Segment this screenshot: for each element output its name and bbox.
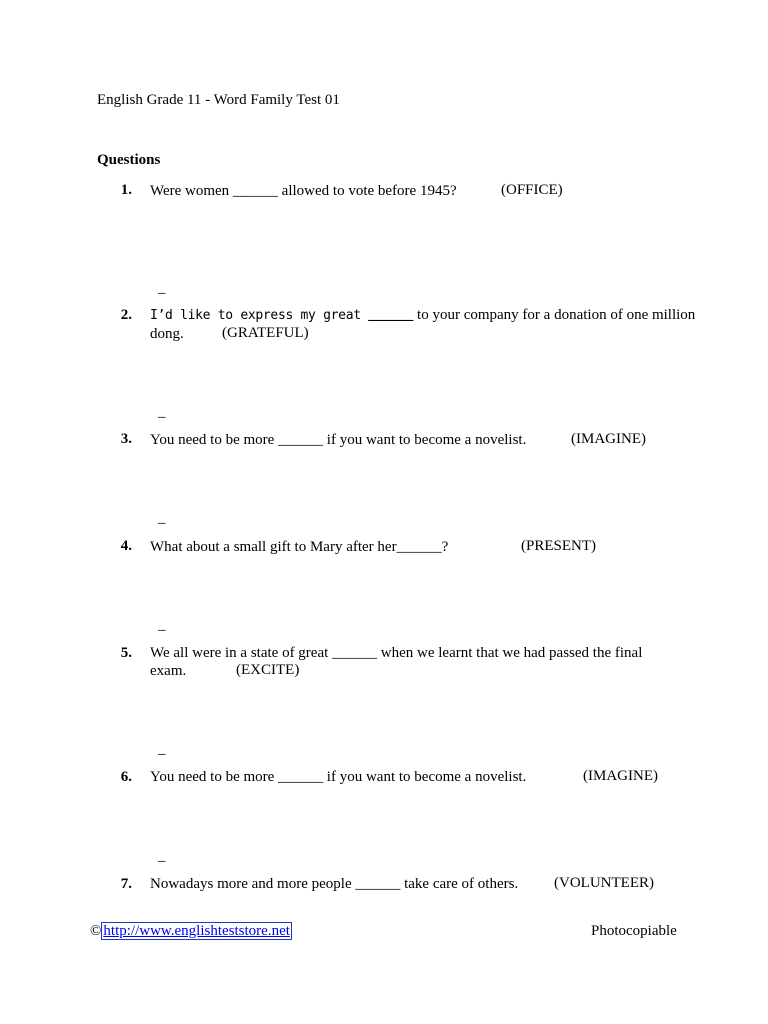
answer-blank: ______ [368, 307, 414, 323]
question-cue: (GRATEFUL) [222, 325, 309, 341]
question-number: 4. [120, 538, 132, 554]
question-text-part1: I’d like to express my great [150, 308, 369, 323]
question-text-part2: to your company for a donation of one million [413, 307, 696, 323]
answer-line: _ [158, 280, 166, 296]
question-cue: (VOLUNTEER) [554, 875, 654, 891]
question-text: Nowadays more and more people ______ take care of others. [150, 876, 519, 892]
footer-photocopiable: Photocopiable [591, 923, 677, 939]
question-text-line2: dong. [150, 326, 184, 342]
question-number: 1. [120, 182, 132, 198]
copyright-symbol: © [90, 923, 102, 939]
question-text: What about a small gift to Mary after her______? [150, 539, 449, 555]
answer-line: _ [158, 510, 166, 526]
question-number: 7. [120, 876, 132, 892]
question-number: 2. [120, 307, 132, 323]
question-text: You need to be more ______ if you want to become a novelist. [150, 769, 527, 785]
question-cue: (OFFICE) [501, 182, 563, 198]
document-title: English Grade 11 - Word Family Test 01 [97, 92, 340, 108]
question-cue: (PRESENT) [521, 538, 596, 554]
question-text: You need to be more ______ if you want to become a novelist. [150, 432, 527, 448]
question-number: 6. [120, 769, 132, 785]
footer-copyright [90, 923, 292, 940]
website-link[interactable]: http://www.englishteststore.net [103, 923, 290, 939]
answer-line: _ [158, 741, 166, 757]
question-cue: (IMAGINE) [571, 431, 646, 447]
question-text-line1 [150, 306, 695, 325]
answer-line: _ [158, 404, 166, 420]
question-text-line1: We all were in a state of great ______ when we learnt that we had passed the final [150, 645, 643, 661]
answer-line: _ [158, 848, 166, 864]
question-number: 5. [120, 645, 132, 661]
question-text-line2: exam. [150, 663, 187, 679]
answer-line: _ [158, 617, 166, 633]
section-heading: Questions [97, 152, 161, 168]
question-cue: (IMAGINE) [583, 768, 658, 784]
question-text: Were women ______ allowed to vote before 1945? [150, 183, 457, 199]
question-number: 3. [120, 431, 132, 447]
question-cue: (EXCITE) [236, 662, 300, 678]
